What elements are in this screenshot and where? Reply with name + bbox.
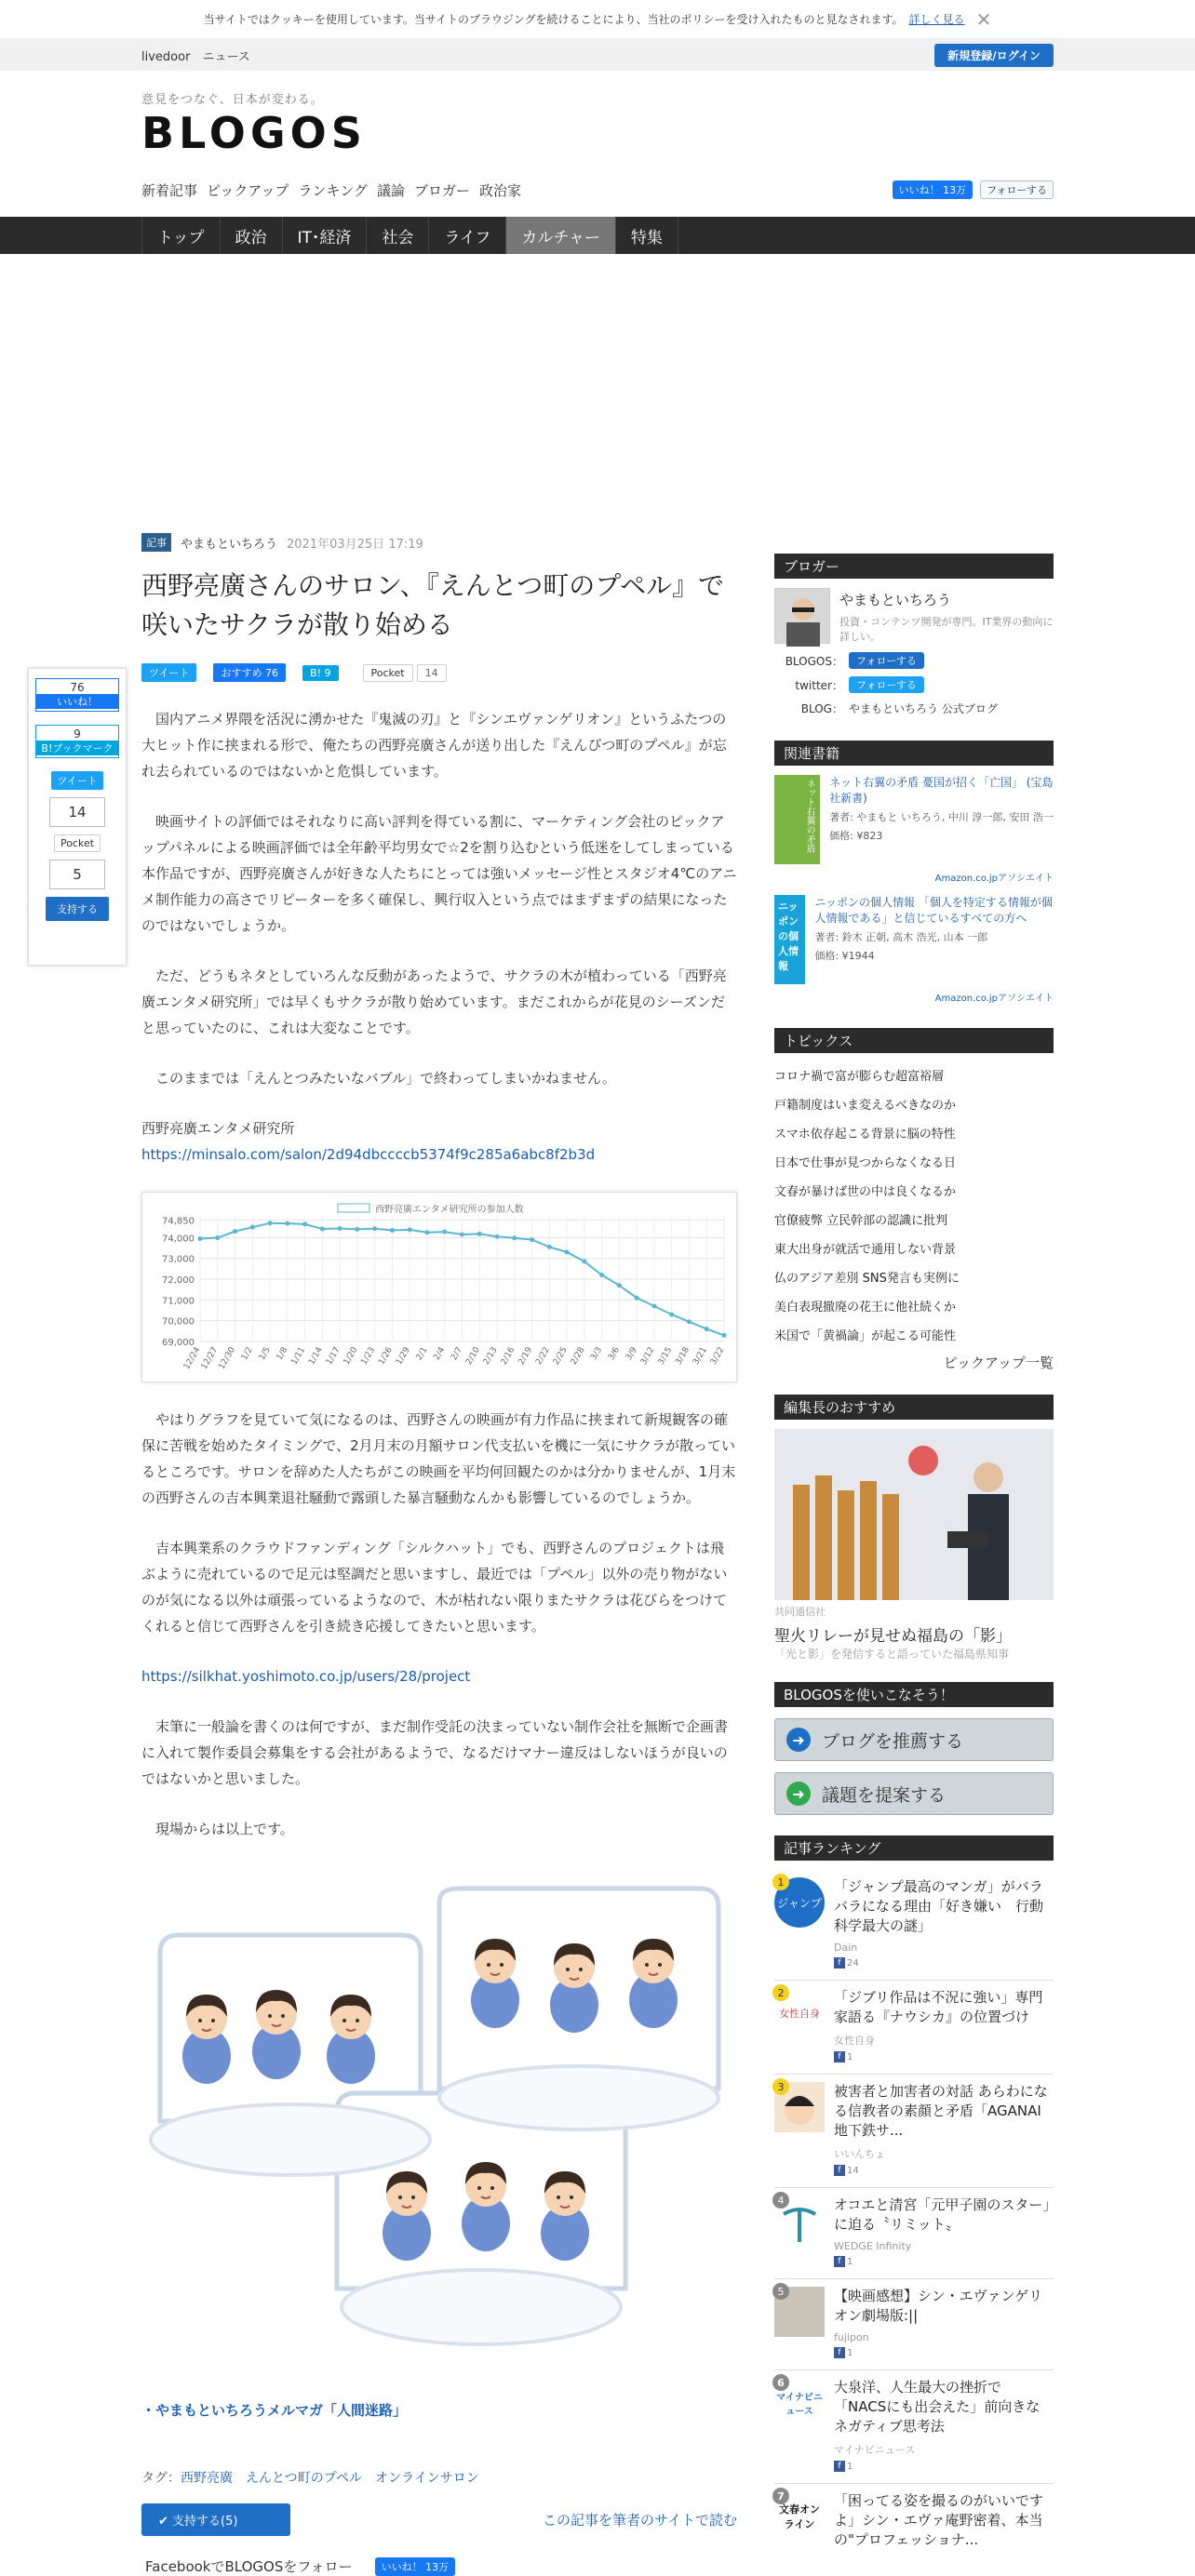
y-tick-label: 69,000 [162, 1338, 195, 1348]
tag-link[interactable]: 西野亮廣 [181, 2471, 233, 2486]
topic-item[interactable]: 仏のアジア差別 SNS発言も実例に [774, 1272, 960, 1286]
blogos-label: BLOGOS： [785, 654, 843, 668]
category-badge[interactable]: 記事 [141, 533, 171, 552]
salon-link[interactable]: https://minsalo.com/salon/2d94dbccccb5374f9c285a6abc8f2b3d [141, 1146, 596, 1163]
x-tick-label: 3/12 [638, 1345, 657, 1368]
ranking-author: fujipon [834, 2331, 869, 2343]
topic-item[interactable]: スマホ依存起こる背景に脳の特性 [774, 1128, 956, 1141]
ranking-fb: f 24 [834, 1957, 1054, 1969]
blogos-logo[interactable]: BLOGOS [141, 108, 367, 158]
recommend-title[interactable]: 聖火リレーが見せぬ福島の「影」 [774, 1627, 1012, 1646]
blogos-follow-button[interactable]: フォローする [849, 652, 924, 669]
fb-count: 1 [847, 2347, 853, 2358]
arrow-right-icon: ➜ [786, 1728, 811, 1752]
x-tick-label: 1/17 [324, 1345, 342, 1368]
cookie-text: 当サイトではクッキーを使用しています。当サイトのブラウジングを続けることにより、当社のポリシーを受け入れたものと見なされます。 [203, 13, 904, 26]
data-point [302, 1221, 307, 1226]
subnav-politician[interactable]: 政治家 [478, 182, 521, 199]
ranking-list [774, 1870, 1054, 2561]
ranking-thumb [774, 2287, 825, 2337]
thumb-label: ジャンプ [777, 1896, 822, 1910]
amazon-associate[interactable]: Amazon.co.jpアソシエイト [934, 994, 1054, 1004]
ranking-title: 「困ってる姿を撮るのがいいですよ」シン・エヴァ庵野密着、本当の"プロフェッショナ... [834, 2492, 1044, 2548]
topic-item[interactable]: 戸籍制度はいま変えるべきなのか [774, 1099, 957, 1113]
recommend-heading: 編集長のおすすめ [774, 1395, 1054, 1420]
cookie-banner [0, 0, 1195, 39]
fb-recommend-button[interactable]: おすすめ 76 [213, 663, 286, 682]
rank-number: 1 [772, 1874, 789, 1890]
topics-list [774, 1062, 1054, 1351]
y-tick-label: 72,000 [162, 1275, 195, 1286]
ranking-fb: f 14 [834, 2165, 1054, 2176]
data-point [635, 1296, 639, 1301]
tweet-button[interactable]: ツイート [141, 663, 196, 682]
ranking-thumb [774, 2491, 825, 2542]
post-date: 2021年03月25日 17:19 [287, 537, 423, 552]
x-tick-label: 1/11 [289, 1345, 308, 1368]
x-tick-label: 2/19 [517, 1345, 535, 1368]
book-item[interactable] [774, 775, 1054, 864]
data-point [687, 1319, 691, 1324]
pocket-count: 14 [417, 664, 447, 682]
ranking-item[interactable] [774, 2279, 1054, 2370]
topic-item[interactable]: 日本で仕事が見つからなくなる日 [774, 1156, 957, 1170]
amazon-associate[interactable]: Amazon.co.jpアソシエイト [934, 874, 1054, 884]
data-point [669, 1312, 674, 1316]
thumb-label: 女性自身 [779, 2008, 820, 2020]
paragraph: 末筆に一般論を書くのは何ですが、まだ制作受託の決まっていない制作会社を無断で企画書に入れて製作委員会募集をする会社があるようで、なるだけマナー違反はしないほうが良いのではないかと思いました。 [141, 1718, 729, 1787]
share-bar [141, 663, 737, 682]
data-point [565, 1249, 570, 1254]
tag-link[interactable]: オンラインサロン [375, 2471, 479, 2486]
fb-like-button[interactable]: いいね！ 13万 [893, 180, 973, 199]
topic-item[interactable]: 東大出身が就活で通用しない背景 [774, 1243, 957, 1257]
subnav-pickup[interactable]: ピックアップ [207, 182, 289, 199]
x-tick-label: 2/16 [499, 1345, 517, 1368]
ranking-author: いいんちょ [834, 2148, 885, 2160]
paragraph [141, 1663, 737, 1689]
fb-count: 76 [70, 681, 85, 694]
ranking-title: 被害者と加害者の対話 あらわになる信教者の素顔と矛盾「AGANAI 地下鉄サ... [834, 2083, 1055, 2139]
x-tick-label: 1/14 [307, 1345, 325, 1368]
ranking-title: 【映画感想】シン・エヴァンゲリオン劇場版:|| [834, 2288, 1043, 2324]
x-tick-label: 3/21 [691, 1345, 709, 1368]
pocket-button-float[interactable]: Pocket [54, 834, 101, 852]
x-tick-label: 12/24 [181, 1345, 203, 1371]
top-bar [0, 39, 1195, 71]
ranking-thumb [774, 2082, 825, 2132]
twitter-follow-row [774, 676, 1054, 693]
y-tick-label: 73,000 [162, 1254, 195, 1265]
ranking-item[interactable] [774, 2370, 1054, 2484]
ranking-item[interactable] [774, 2075, 1054, 2188]
twitter-label: twitter： [795, 678, 843, 692]
sub-nav [141, 180, 521, 200]
x-tick-label: 1/26 [377, 1345, 396, 1368]
x-tick-label: 1/23 [359, 1345, 378, 1368]
x-tick-label: 2/1 [414, 1345, 430, 1363]
arrow-right-icon: ➜ [786, 1782, 811, 1806]
data-point [705, 1327, 709, 1331]
x-tick-label: 1/8 [275, 1345, 290, 1363]
paragraph: 吉本興業系のクラウドファンディング「シルクハット」でも、西野さんのプロジェクトは飛ぶように売れているので足元は堅調だと思いますし、最近では「プペル」以外の売り物がないのが気になる以外は頑張っているようなので、木が枯れない限りまたサクラは花びらをつけてくれると信じて西野さんを引き続き応援してきたいと思います。 [141, 1540, 728, 1635]
ranking-title: 大泉洋、人生最大の挫折で「NACSにも出会えた」前向きなネガティブ思考法 [834, 2379, 1041, 2435]
recommend-image[interactable] [774, 1429, 1054, 1600]
data-point [320, 1226, 325, 1231]
data-point [390, 1228, 395, 1233]
hatena-button[interactable]: B! 9 [302, 665, 338, 681]
x-tick-label: 3/18 [674, 1345, 692, 1368]
ranking-fb: f 1 [834, 2256, 1054, 2267]
ranking-fb: f 1 [834, 2347, 1054, 2358]
subnav-ranking[interactable]: ランキング [298, 182, 368, 199]
data-point [424, 1230, 429, 1235]
data-point [599, 1273, 604, 1277]
data-point [250, 1225, 255, 1230]
rank-number: 3 [772, 2078, 789, 2095]
x-tick-label: 1/29 [395, 1345, 412, 1368]
data-point [495, 1235, 500, 1239]
topic-item[interactable]: 文春が暴けば世の中は良くなるか [774, 1185, 957, 1199]
member-chart [141, 1192, 737, 1382]
x-tick-label: 2/22 [534, 1345, 552, 1368]
y-tick-label: 70,000 [162, 1316, 195, 1328]
pocket-button[interactable]: Pocket [363, 664, 413, 682]
paragraph [141, 1115, 737, 1168]
rank-number: 7 [772, 2488, 789, 2504]
blog-label: BLOG： [800, 702, 843, 715]
ranking-fb: f 1 [834, 2461, 1054, 2472]
article-meta [141, 533, 737, 552]
books-heading: 関連書籍 [774, 741, 1054, 766]
author-link[interactable]: やまもといちろう [181, 537, 278, 552]
x-tick-label: 3/3 [589, 1345, 605, 1363]
ranking-item[interactable] [774, 2484, 1054, 2561]
recommend-blog-label: ブログを推薦する [822, 1730, 964, 1752]
x-tick-label: 12/30 [217, 1345, 238, 1371]
x-tick-label: 3/9 [624, 1345, 639, 1363]
fb-count: 14 [847, 2165, 859, 2176]
blogger-name[interactable]: やまもといちろう [839, 592, 952, 608]
tab-feature[interactable]: 特集 [615, 217, 678, 254]
tab-it-economy[interactable]: IT･経済 [282, 217, 367, 254]
ranking-heading: 記事ランキング [774, 1835, 1054, 1861]
book-cover: ニッポンの個人情報 [774, 895, 805, 984]
book-author: 著者: 鈴木 正朝, 高木 浩光, 山本 一郎 [814, 931, 988, 943]
data-point [338, 1226, 342, 1231]
topic-item[interactable]: 美白表現撤廃の花王に他社続くか [774, 1301, 957, 1315]
paragraph: ただ、どうもネタとしていろんな反動があったようで、サクラの木が植わっている「西野亮廣エンタメ研究所」では早くもサクラが散り始めています。まだこれからが花見のシーズンだと思っていたのに、これは大変なことです。 [141, 968, 727, 1036]
fb-follow-row [141, 2556, 737, 2576]
ranking-fb: f 1 [834, 2051, 1054, 2062]
x-tick-label: 3/6 [607, 1345, 622, 1363]
topic-item[interactable]: 米国で「黄禍論」が起こる可能性 [774, 1329, 957, 1343]
x-tick-label: 3/15 [656, 1345, 675, 1368]
paragraph: 映画サイトの評価ではそれなりに高い評判を得ている割に、マーケティング会社のピックアップパネルによる映画評価では全年齢平均男女で☆2を割り込むという低迷をしてしまっている本作品ですが、西野亮廣さんが好きな人たちにとっては強いメッセージ性とスタジオ4℃のアニメ制作能力の高さでリピーターを多く確保し、興行収入という点ではまずまずの結果になったのではないでしょうか。 [141, 813, 737, 934]
book-item[interactable] [774, 895, 1054, 984]
tag-link[interactable]: えんとつ町のプペル [246, 2471, 363, 2486]
rank-number: 2 [772, 1984, 789, 2001]
close-icon[interactable]: ✕ [975, 7, 992, 31]
main-nav [0, 217, 1195, 254]
x-tick-label: 2/28 [569, 1345, 587, 1368]
sidebar [774, 554, 1054, 2561]
legend-swatch [338, 1204, 369, 1212]
legend-label: 西野亮廣エンタメ研究所の参加人数 [375, 1205, 524, 1215]
fb-like-label: いいね！ [36, 694, 118, 709]
book-price: 価格: ¥1944 [814, 950, 875, 962]
blogger-card [774, 588, 1054, 645]
ranking-item[interactable] [774, 2188, 1054, 2279]
article [141, 533, 737, 2576]
book-author: 著者: やまもと いちろう, 中川 淳一郎, 安田 浩一 [829, 811, 1054, 823]
subnav-blogger[interactable]: ブロガー [413, 182, 470, 199]
register-login-button[interactable]: 新規登録/ログイン [934, 44, 1054, 67]
data-point [285, 1221, 289, 1226]
paragraph: このままでは「えんとつみたいなバブル」で終わってしまいかねません。 [155, 1070, 616, 1087]
ranking-thumb [774, 1988, 825, 2038]
tagline: 意見をつなぐ、日本が変わる。 [141, 93, 324, 107]
tab-life[interactable]: ライフ [428, 217, 505, 254]
paragraph: 現場からは以上です。 [155, 1821, 294, 1837]
illustration-people-clouds [141, 1879, 737, 2363]
support-row [141, 2503, 737, 2536]
x-tick-label: 12/27 [199, 1345, 221, 1371]
people-illustration [141, 1879, 737, 2363]
ranking-thumb [774, 2196, 825, 2246]
article-body [141, 706, 737, 1842]
news-link[interactable]: ニュース [202, 49, 250, 64]
subnav-discussion[interactable]: 議論 [376, 182, 405, 199]
x-tick-label: 1/5 [257, 1345, 273, 1363]
ranking-title: 「ジャンプ最高のマンガ」がバラバラになる理由「好き嫌い 行動科学最大の謎」 [834, 1878, 1044, 1934]
fb-count: 1 [847, 2461, 853, 2472]
hatena-share-box[interactable] [35, 725, 119, 758]
fb-follow-like-button[interactable]: いいね！ 13万 [375, 2557, 456, 2576]
tab-culture[interactable]: カルチャー [505, 217, 615, 254]
rank-number: 4 [772, 2192, 789, 2209]
ranking-thumb [774, 1877, 825, 1928]
propose-topic-label: 議題を提案する [822, 1784, 947, 1806]
ranking-author: Dain [834, 1942, 858, 1954]
use-heading: BLOGOSを使いこなそう！ [774, 1682, 1054, 1707]
blog-link[interactable]: やまもといちろう 公式ブログ [849, 702, 998, 715]
x-tick-label: 2/10 [464, 1345, 482, 1368]
recommend-blog-button[interactable] [774, 1718, 1054, 1761]
rank-number: 5 [772, 2283, 789, 2300]
x-tick-label: 1/20 [342, 1345, 360, 1368]
blogger-desc: 投資・コンテンツ開発が専門。IT業界の動向に詳しい。 [839, 616, 1054, 643]
data-point [372, 1226, 377, 1231]
tab-top[interactable]: トップ [141, 217, 220, 254]
ranking-thumb [774, 2378, 825, 2428]
article-title: 西野亮廣さんのサロン、『えんとつ町のプペル』で咲いたサクラが散り始める [141, 570, 725, 640]
fb-count: 1 [847, 2051, 853, 2062]
livedoor-link[interactable]: livedoor [141, 49, 191, 64]
blog-row [774, 701, 1054, 716]
topic-item[interactable]: コロナ禍で富が膨らむ超富裕層 [774, 1070, 945, 1084]
subnav-new[interactable]: 新着記事 [141, 182, 198, 199]
tags-label: タグ： [141, 2471, 181, 2486]
pocket-count-float: 14 [49, 797, 105, 827]
thumb-label: 文春オンライン [779, 2503, 820, 2530]
tweet-button-float[interactable]: ツイート [51, 771, 102, 790]
fb-share-box[interactable] [35, 678, 119, 712]
book-price: 価格: ¥823 [829, 830, 883, 842]
x-tick-label: 3/22 [708, 1345, 727, 1368]
x-tick-label: 2/25 [551, 1345, 570, 1368]
fb-count: 1 [847, 2256, 853, 2267]
paragraph: やはりグラフを見ていて気になるのは、西野さんの映画が有力作品に挟まれて新規観客の確保に苦戦を始めたタイミングで、2月月末の月額サロン代支払いを機に一気にサクラが散っているところです。サロンを辞めた人たちがこの映画を平均何回観たのかは分かりませんが、1月末の西野さんの吉本興業退社騒動で露頭した暴言騒動なんかも影響しているのでしょうか。 [141, 1411, 736, 1506]
data-point [582, 1260, 586, 1264]
cookie-details-link[interactable]: 詳しく見る [908, 13, 965, 26]
support-button[interactable]: ✔ 支持する(5) [141, 2503, 290, 2536]
data-point [408, 1227, 412, 1232]
site-header [0, 71, 1195, 217]
x-tick-label: 1/2 [239, 1345, 255, 1363]
support-count-float: 5 [49, 860, 105, 889]
blogos-follow-row [774, 652, 1054, 669]
data-point [460, 1232, 464, 1236]
recommend-source: 共同通信社 [774, 1606, 826, 1618]
thumb-label: マイナビニュース [776, 2393, 823, 2417]
rank-number: 6 [772, 2374, 789, 2391]
x-tick-label: 2/7 [450, 1345, 465, 1363]
data-point [617, 1283, 622, 1288]
data-point [651, 1304, 656, 1309]
ranking-author: WEDGE Infinity [834, 2240, 912, 2252]
pickup-list-link[interactable]: ピックアップ一覧 [943, 1355, 1054, 1371]
y-tick-label: 74,000 [162, 1234, 195, 1245]
support-button-float[interactable]: 支持する [46, 897, 109, 921]
paragraph: 国内アニメ界隈を活況に湧かせた『鬼滅の刃』と『シンエヴァンゲリオン』というふたつの大ヒット作に挟まれる形で、俺たちの西野亮廣さんが送り出した『えんぴつ町のプペル』が忘れ去られているのではないかと危惧しています。 [141, 711, 727, 780]
data-point [442, 1230, 447, 1235]
fb-count: 24 [847, 1957, 859, 1969]
ranking-title: オコエと清宮「元甲子園のスター」に迫る〝リミット〟 [834, 2196, 1050, 2233]
support-label: 支持する(5) [172, 2515, 238, 2529]
blogger-avatar[interactable] [774, 588, 830, 644]
tab-society[interactable]: 社会 [366, 217, 428, 254]
floating-share-panel [28, 668, 127, 966]
y-tick-label: 71,000 [162, 1296, 195, 1307]
book-title[interactable]: ニッポンの個人情報 「個人を特定する情報が個人情報である」と信じているすべての方へ [814, 896, 1053, 925]
mailmag-link[interactable]: ・やまもといちろうメルマガ「人間迷路」 [141, 2402, 408, 2419]
silkhat-link[interactable]: https://silkhat.yoshimoto.co.jp/users/28/project [141, 1668, 471, 1685]
twitter-follow-button[interactable]: フォローする [980, 180, 1054, 199]
twitter-follow-side[interactable]: フォローする [849, 676, 924, 693]
tab-politics[interactable]: 政治 [220, 217, 282, 254]
chart-svg [142, 1193, 738, 1383]
data-point [233, 1229, 237, 1234]
hatena-count: 9 [74, 727, 81, 741]
data-point [547, 1245, 552, 1249]
blogger-heading: ブロガー [774, 554, 1054, 579]
data-point [512, 1235, 517, 1240]
recommend-sub: 「光と影」を発信すると語っていた福島県知事 [774, 1648, 1010, 1661]
hatena-label: B!ブックマーク [36, 741, 118, 755]
ranking-title: 「ジブリ作品は不況に強い」専門家語る『ナウシカ』の位置づけ [834, 1989, 1043, 2025]
salon-name: 西野亮廣エンタメ研究所 [141, 1120, 295, 1137]
book-title[interactable]: ネット右翼の矛盾 憂国が招く「亡国」 (宝島社新書) [829, 776, 1054, 805]
ranking-author: 女性自身 [834, 2035, 875, 2047]
data-point [198, 1236, 203, 1241]
tags [141, 2468, 737, 2487]
x-tick-label: 2/4 [432, 1345, 448, 1363]
data-point [215, 1235, 220, 1240]
data-point [268, 1221, 273, 1225]
data-point [477, 1232, 482, 1236]
ranking-item[interactable] [774, 1870, 1054, 1981]
fb-follow-text: FacebookでBLOGOSをフォロー [145, 2558, 353, 2575]
header-social [893, 180, 1054, 199]
data-point [722, 1333, 727, 1338]
data-point [355, 1227, 359, 1232]
topics-heading: トピックス [774, 1028, 1054, 1053]
propose-topic-button[interactable] [774, 1772, 1054, 1815]
ranking-item[interactable] [774, 1981, 1054, 2075]
book-cover: ネット右翼の矛盾 [774, 775, 820, 864]
y-tick-label: 74,850 [162, 1216, 195, 1227]
ranking-author: マイナビニュース [834, 2444, 916, 2456]
x-tick-label: 2/13 [481, 1345, 500, 1368]
topic-item[interactable]: 官僚疲弊 立民幹部の認識に批判 [774, 1214, 948, 1228]
data-point [530, 1237, 534, 1242]
read-original-link[interactable]: この記事を筆者のサイトで読む [543, 2512, 737, 2529]
